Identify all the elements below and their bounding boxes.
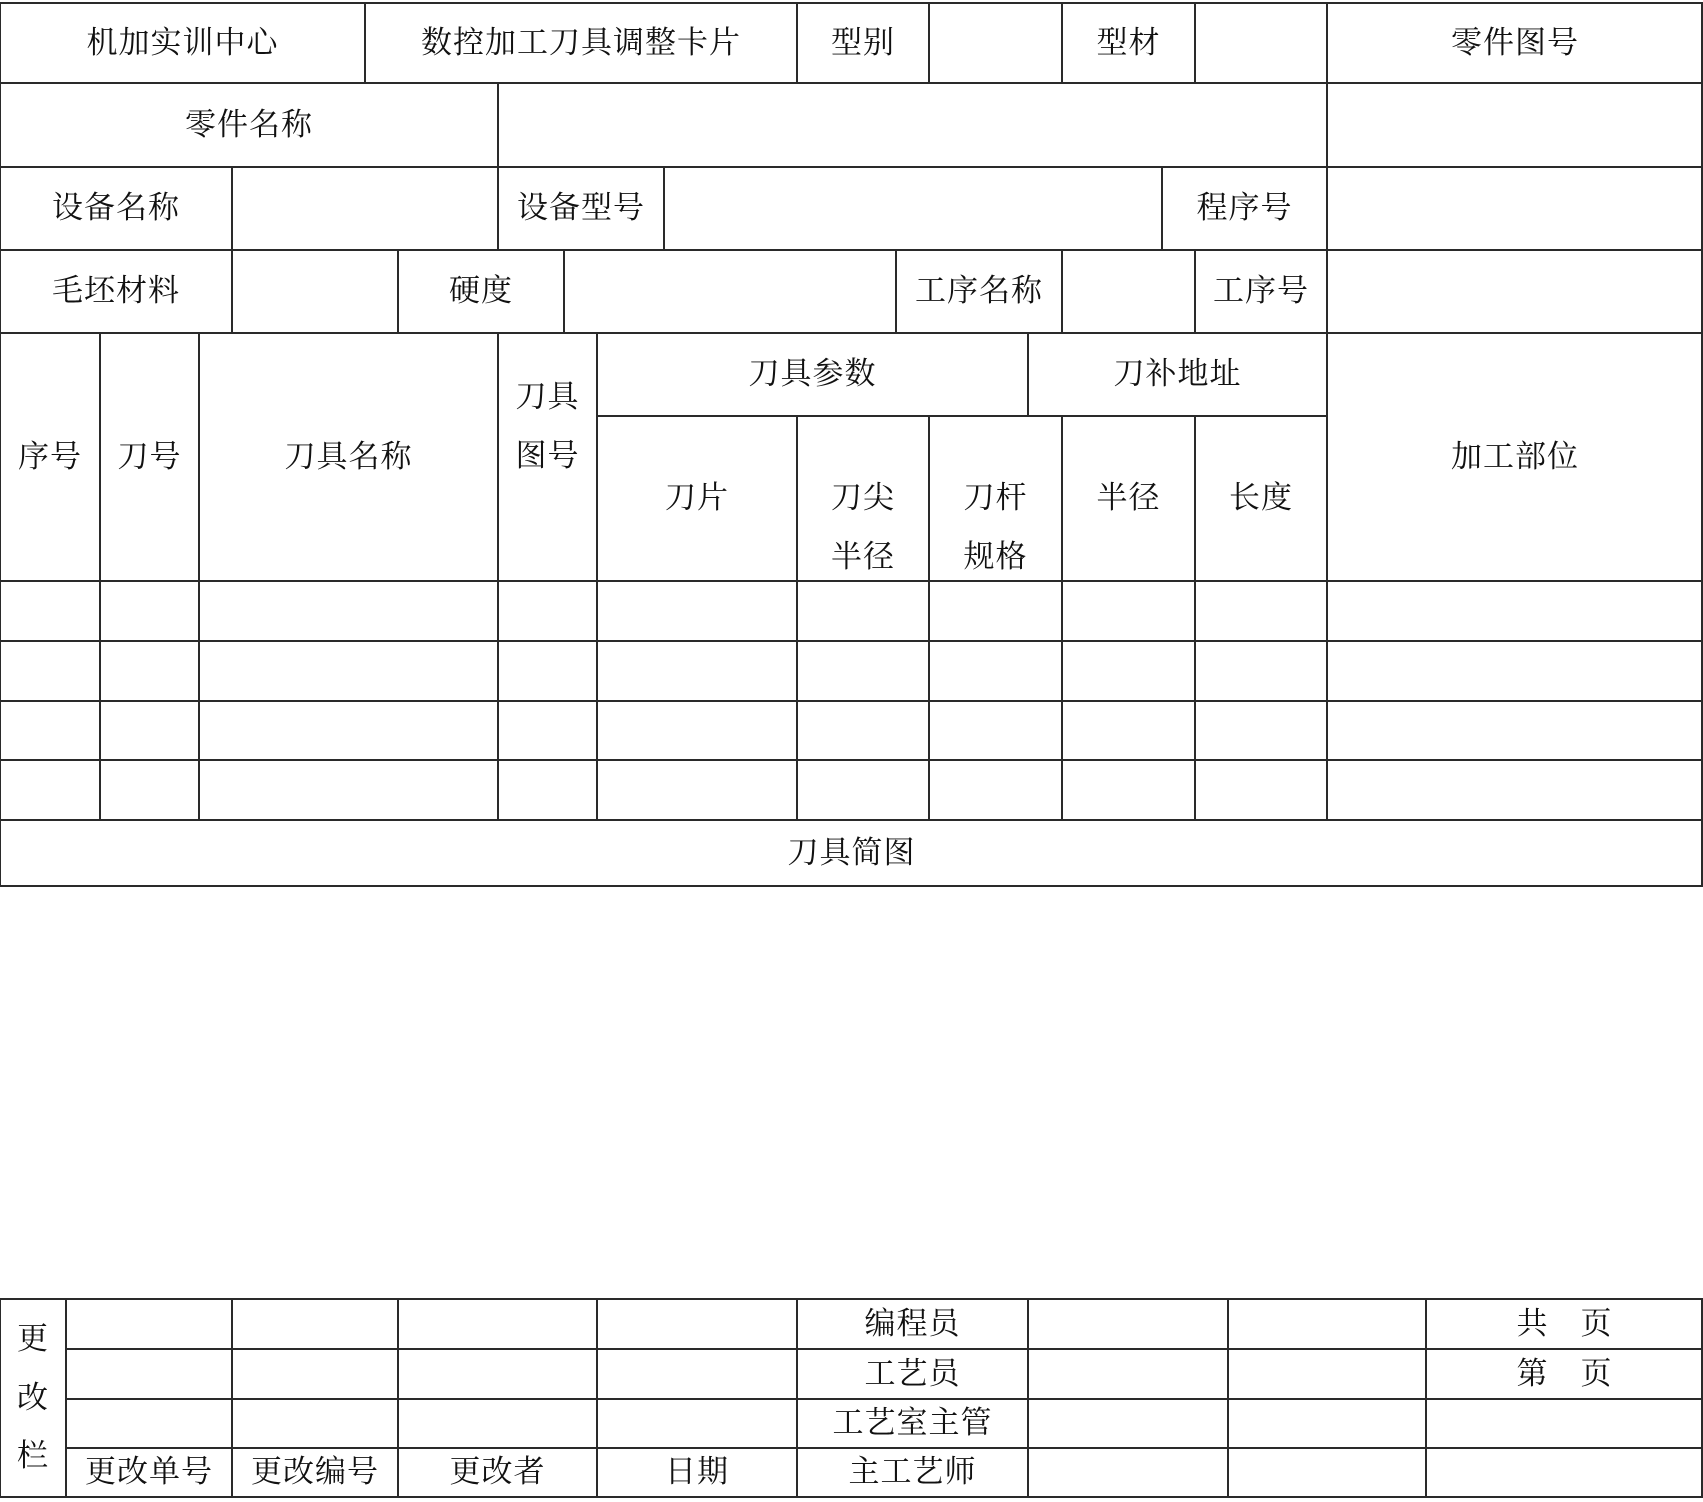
profile-label: 型材 [1096,24,1161,61]
rule-r8 [0,759,1703,761]
sketch-label: 刀具简图 [787,834,916,871]
revision-column-label: 更 改 栏 [17,1320,49,1475]
header-machining-area: 加工部位 [1451,438,1579,475]
equipment-name-label: 设备名称 [52,190,180,227]
process-name-label: 工序名称 [915,273,1043,310]
header-tip-radius: 刀尖 半径 [831,480,895,575]
header-tool-params: 刀具参数 [748,356,877,393]
process-office-supervisor-label: 工艺室主管 [832,1405,993,1442]
equipment-model-label: 设备型号 [517,190,645,227]
program-no-label: 程序号 [1196,190,1293,227]
rule-r6 [0,640,1703,642]
rule-r3 [0,249,1703,251]
header-insert: 刀片 [665,480,729,517]
page-no-label: 第 页 [1516,1355,1613,1392]
part-name-label: 零件名称 [185,106,313,143]
process-engineer-label: 工艺员 [864,1355,961,1392]
rule-r7 [0,700,1703,702]
blank-material-label: 毛坯材料 [52,273,180,310]
part-drawing-no-label: 零件图号 [1451,24,1579,61]
header-radius: 半径 [1096,480,1161,517]
change-no-label: 更改编号 [251,1454,379,1491]
model-label: 型别 [831,24,895,61]
date-label: 日期 [665,1454,729,1491]
header-offset-address: 刀补地址 [1113,356,1242,393]
center-name: 机加实训中心 [86,24,279,61]
total-pages-label: 共 页 [1516,1305,1613,1342]
column-divider [1227,1299,1229,1497]
header-tool-drawing-no: 刀具 图号 [515,378,580,474]
header-seq: 序号 [18,438,82,475]
header-shank-spec: 刀杆 规格 [963,480,1028,575]
header-tool-name: 刀具名称 [284,438,413,475]
chief-process-engineer-label: 主工艺师 [848,1454,977,1491]
header-length: 长度 [1229,480,1293,517]
change-order-no-label: 更改单号 [85,1454,213,1491]
programmer-label: 编程员 [864,1305,961,1342]
changed-by-label: 更改者 [449,1454,546,1491]
card-title: 数控加工刀具调整卡片 [421,24,741,61]
hardness-label: 硬度 [449,273,513,310]
process-no-label: 工序号 [1213,273,1309,310]
header-tool-no: 刀号 [117,438,182,475]
